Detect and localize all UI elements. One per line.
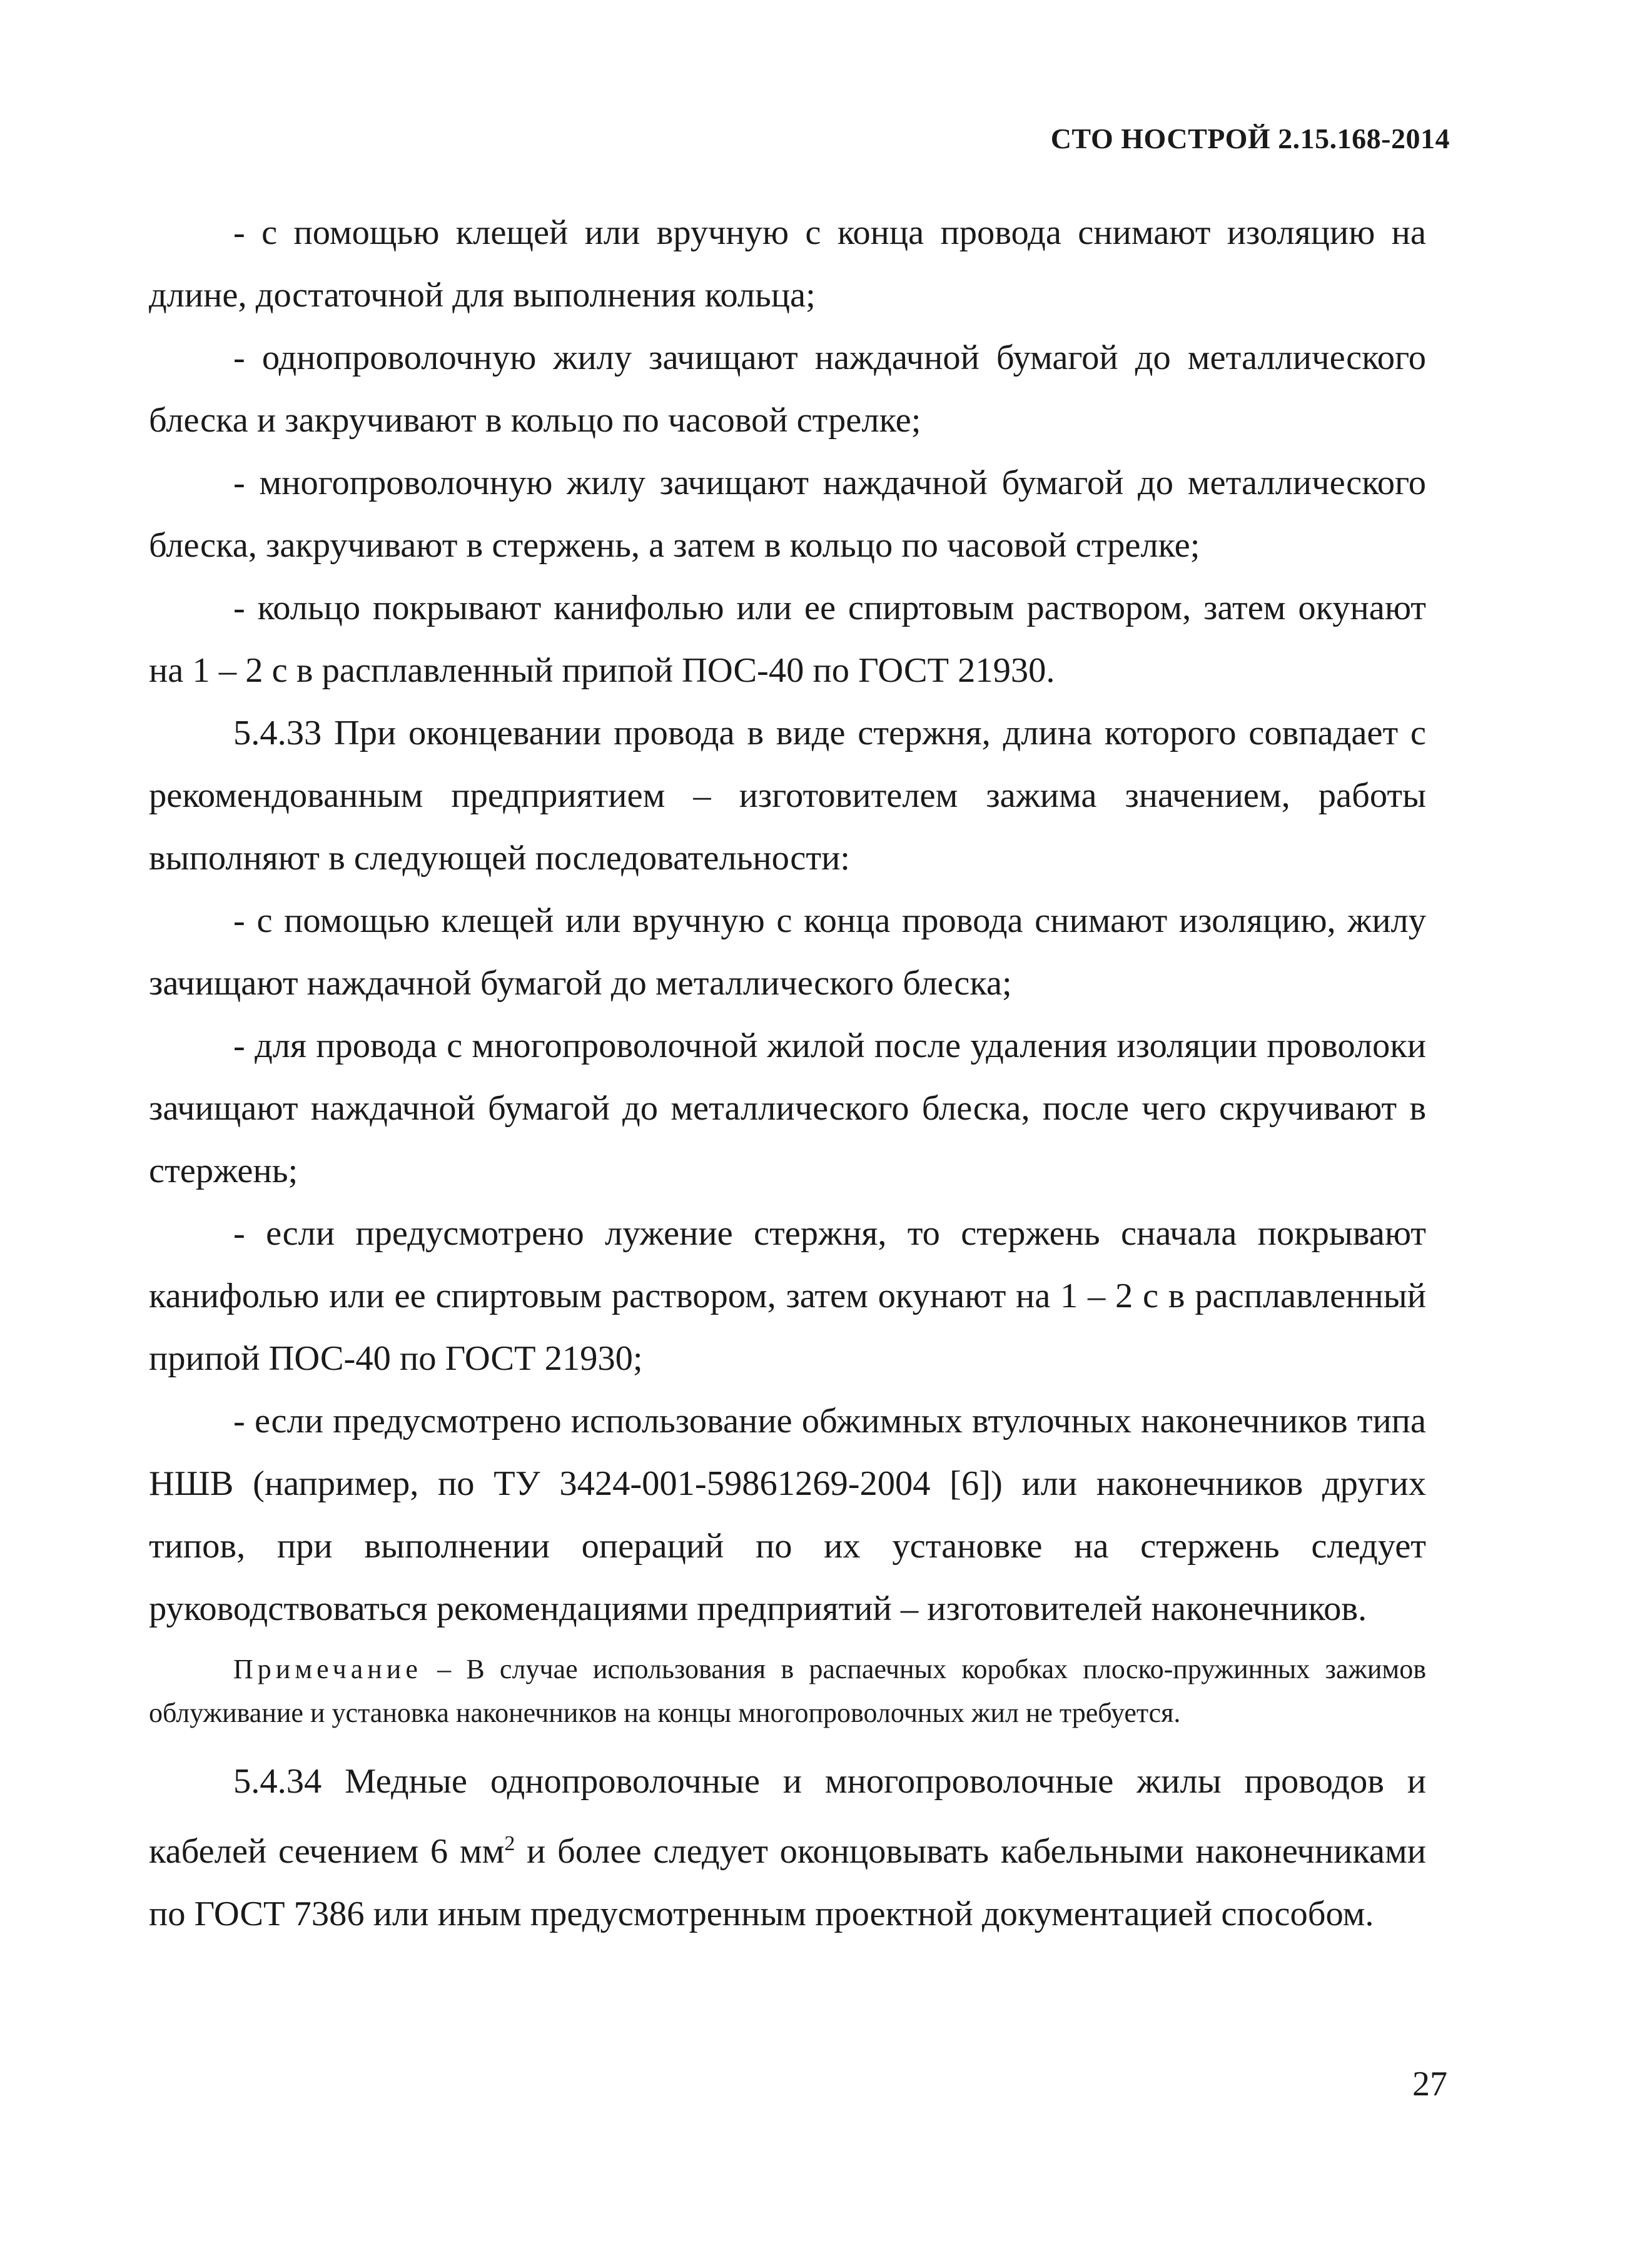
paragraph: - если предусмотрено лужение стержня, то стержень сначала покрывают канифолью или ее спиртовым раствором, затем окунают на 1 – 2 с в расплавленный припой ПОС-40 по ГОСТ 21930;	[149, 1214, 1426, 1378]
paragraph: - однопроволочную жилу зачищают наждачной бумагой до металлического блеска и закручивают в кольцо по часовой стрелке;	[149, 338, 1426, 440]
paragraph-text: 5.4.34 Медные однопроволочные и многопроволочные жилы проводов и кабелей сечением 6 мм	[149, 1762, 1426, 1871]
paragraph: - с помощью клещей или вручную с конца провода снимают изоляцию на длине, достаточной для выполнения кольца;	[149, 213, 1426, 315]
note-paragraph	[149, 1648, 1426, 1735]
superscript: 2	[504, 1832, 515, 1855]
paragraph: - если предусмотрено использование обжимных втулочных наконечников типа НШВ (например, по ТУ 3424-001-59861269-2004 [6]) или наконечников других типов, при выполнении операций по их установке на стержень следует руководствоваться рекомендациями предприятий – изготовителей наконечников.	[149, 1402, 1426, 1628]
paragraph: - кольцо покрывают канифолью или ее спиртовым раствором, затем окунают на 1 – 2 с в расплавленный припой ПОС-40 по ГОСТ 21930.	[149, 589, 1426, 690]
paragraph: 5.4.33 При оконцевании провода в виде стержня, длина которого совпадает с рекомендованным предприятием – изготовителем зажима значением, работы выполняют в следующей последовательности:	[149, 714, 1426, 878]
note-label: Примечание	[233, 1654, 422, 1684]
note-text: – В случае использования в распаечных коробках плоско-пружинных зажимов облуживание и установка наконечников на концы многопроволочных жил не требуется.	[149, 1654, 1426, 1728]
page-number: 27	[1412, 2065, 1447, 2103]
paragraph	[149, 1750, 1426, 1945]
paragraph: - многопроволочную жилу зачищают наждачной бумагой до металлического блеска, закручивают в стержень, а затем в кольцо по часовой стрелке;	[149, 463, 1426, 565]
paragraph-text: и более следует оконцовывать кабельными наконечниками по ГОСТ 7386 или иным предусмотренным проектной документацией способом.	[149, 1831, 1426, 1933]
document-code-header: СТО НОСТРОЙ 2.15.168-2014	[1050, 123, 1450, 154]
document-body	[149, 201, 1426, 1945]
paragraph: - с помощью клещей или вручную с конца провода снимают изоляцию, жилу зачищают наждачной бумагой до металлического блеска;	[149, 901, 1426, 1003]
paragraph: - для провода с многопроволочной жилой после удаления изоляции проволоки зачищают наждачной бумагой до металлического блеска, после чего скручивают в стержень;	[149, 1026, 1426, 1190]
